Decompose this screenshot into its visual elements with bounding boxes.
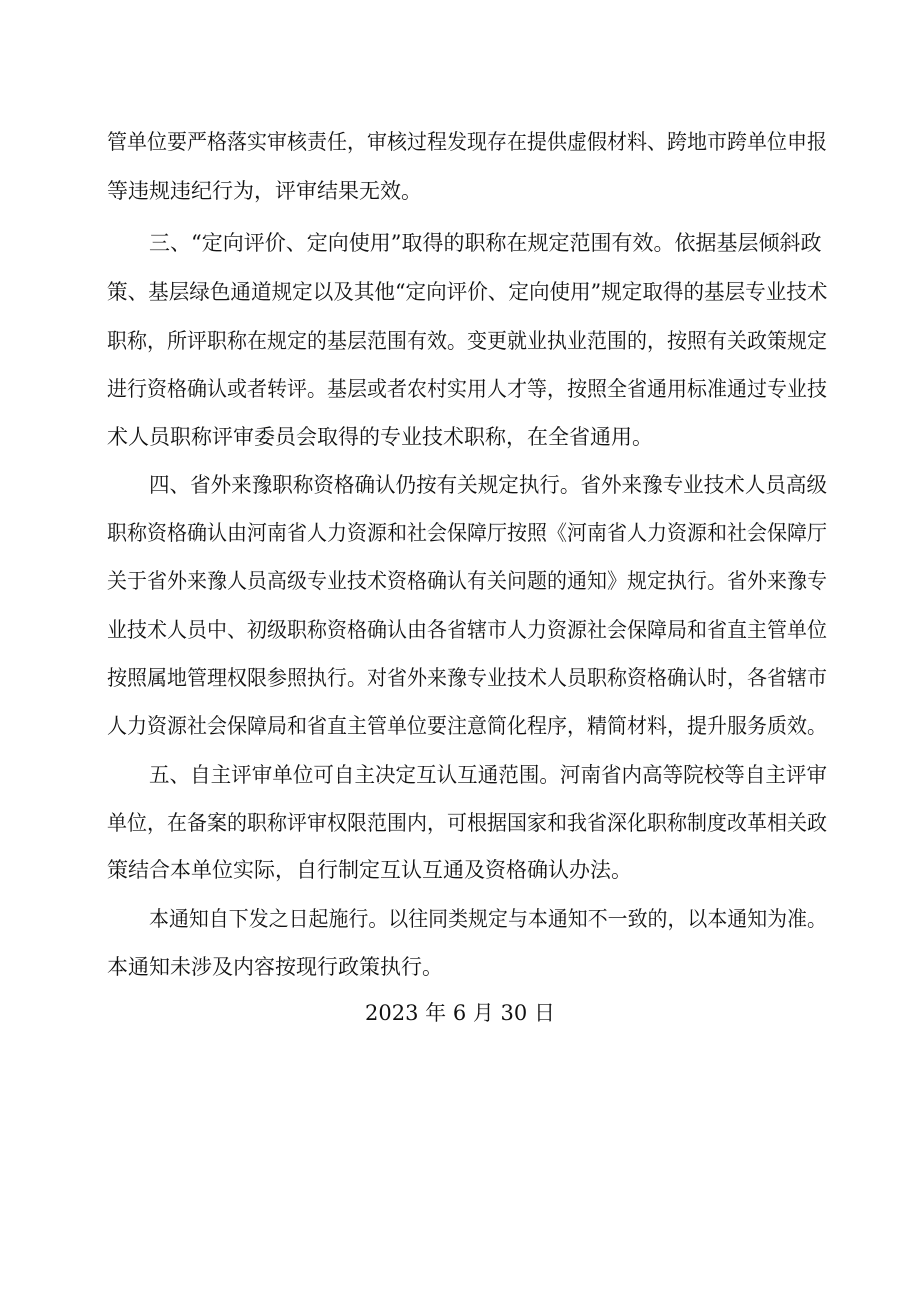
paragraph-line: 等违规违纪行为，评审结果无效。 (107, 179, 422, 203)
document-date: 2023 年 6 月 30 日 (365, 1001, 555, 1025)
paragraph-line: 五、自主评审单位可自主决定互认互通范围。河南省内高等院校等自主评审 (149, 763, 827, 787)
paragraph-line: 本通知自下发之日起施行。以往同类规定与本通知不一致的，以本通知为准。 (149, 907, 827, 931)
paragraph-line: 业技术人员中、初级职称资格确认由各省辖市人力资源社会保障局和省直主管单位 (107, 618, 827, 642)
paragraph-line: 三、“定向评价、定向使用”取得的职称在规定范围有效。依据基层倾斜政 (149, 231, 822, 255)
paragraph-line: 进行资格确认或者转评。基层或者农村实用人才等，按照全省通用标准通过专业技 (107, 377, 827, 401)
paragraph-line: 管单位要严格落实审核责任，审核过程发现存在提供虚假材料、跨地市跨单位申报 (107, 130, 827, 154)
paragraph-line: 按照属地管理权限参照执行。对省外来豫专业技术人员职称资格确认时，各省辖市 (107, 666, 827, 690)
paragraph-line: 职称资格确认由河南省人力资源和社会保障厅按照《河南省人力资源和社会保障厅 (107, 521, 827, 545)
paragraph-line: 策结合本单位实际，自行制定互认互通及资格确认办法。 (107, 858, 632, 882)
paragraph-line: 术人员职称评审委员会取得的专业技术职称，在全省通用。 (107, 425, 653, 449)
paragraph-line: 策、基层绿色通道规定以及其他“定向评价、定向使用”规定取得的基层专业技术 (107, 280, 828, 304)
paragraph-line: 关于省外来豫人员高级专业技术资格确认有关问题的通知》规定执行。省外来豫专 (107, 569, 827, 593)
paragraph-line: 单位，在备案的职称评审权限范围内，可根据国家和我省深化职称制度改革相关政 (107, 811, 827, 835)
paragraph-line: 人力资源社会保障局和省直主管单位要注意简化程序，精简材料，提升服务质效。 (107, 714, 827, 738)
paragraph-line: 四、省外来豫职称资格确认仍按有关规定执行。省外来豫专业技术人员高级 (149, 473, 827, 497)
paragraph-line: 职称，所评职称在规定的基层范围有效。变更就业执业范围的，按照有关政策规定 (107, 329, 827, 353)
paragraph-line: 本通知未涉及内容按现行政策执行。 (107, 955, 443, 979)
